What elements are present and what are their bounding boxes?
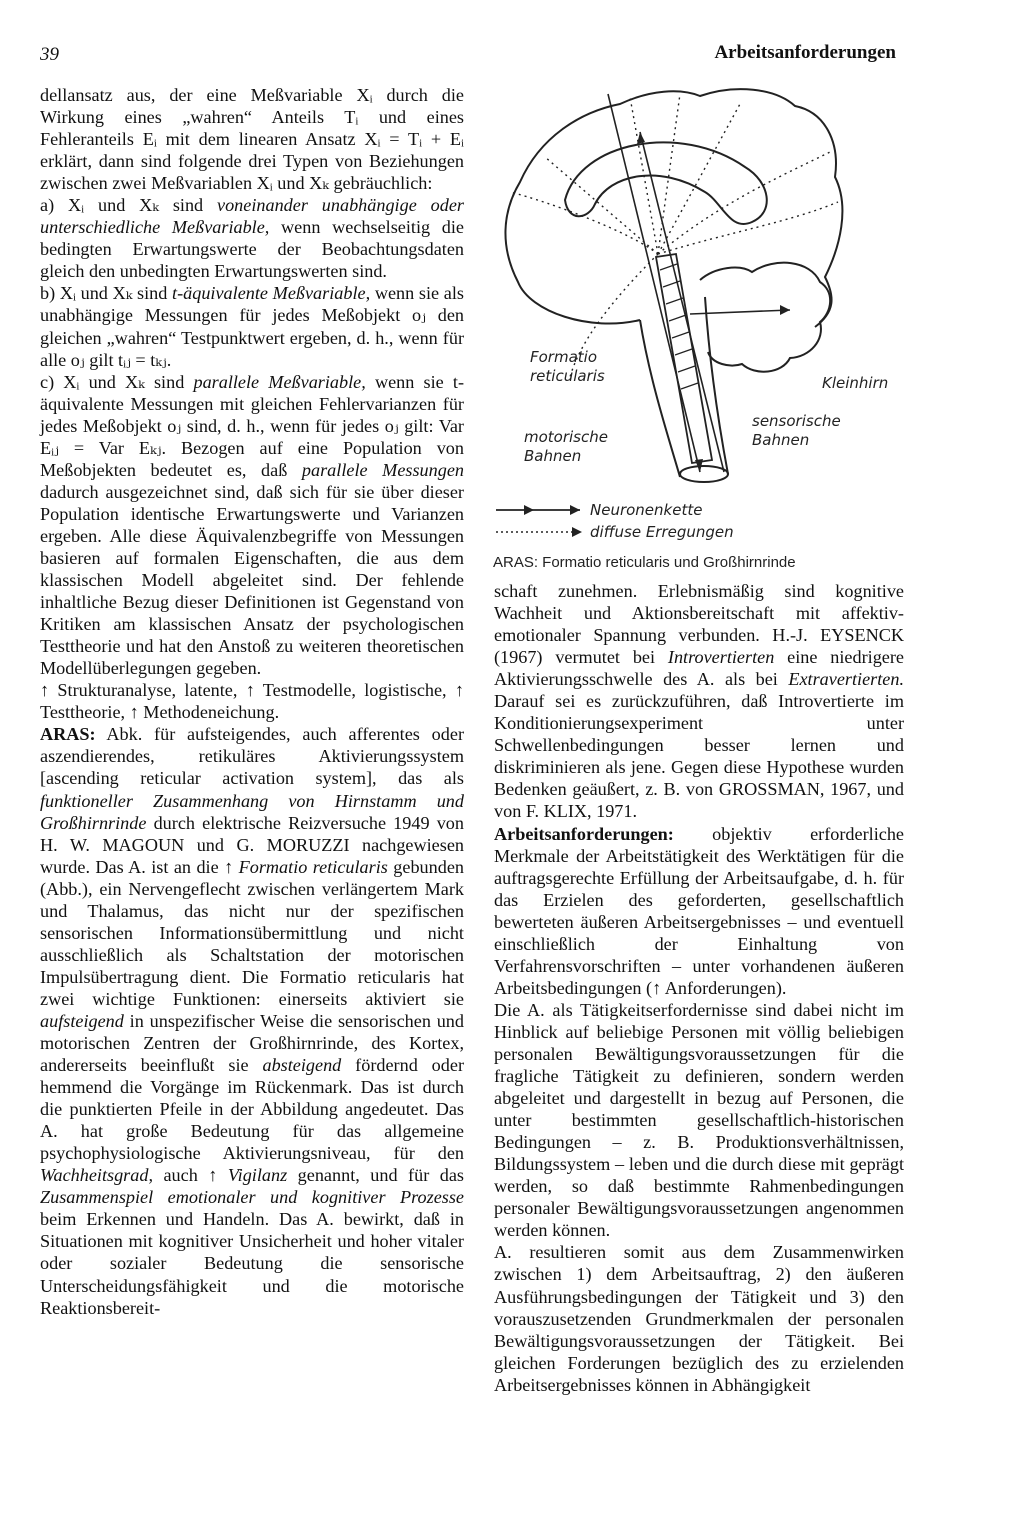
emphasis: Zusammenspiel emotionaler und kognitiver Prozesse: [40, 1187, 464, 1208]
emphasis: Wachheitsgrad,: [40, 1165, 153, 1186]
right-column: [494, 580, 904, 1396]
paragraph-eysenck: [494, 580, 904, 823]
emphasis: voneinander unabhängige oder unterschiedliche Meßvariable,: [40, 195, 464, 238]
label-kleinhirn: Kleinhirn: [822, 374, 889, 392]
emphasis: parallele Meßvariable,: [193, 371, 366, 392]
label-motorische-bahnen: motorische Bahnen: [524, 428, 608, 465]
aras-figure: [490, 82, 910, 572]
text: beim Erkennen und Handeln. Das A. bewirkt, daß in Situationen mit kognitiver Unsicherheit und hoher vitaler oder sozialer Bedeutung die sensorische Unterscheidungsfähigkeit und die motorische Reaktionsbereit-: [40, 1209, 464, 1318]
text: c) Xᵢ und Xₖ sind: [40, 371, 194, 392]
text: in unspezifischer Weise die sensorischen und motorischen Zentren der Großhirnrinde, des Kortex, andererseits beeinflußt sie: [40, 1010, 464, 1076]
brainstem-end: [680, 466, 728, 482]
text: dadurch ausgezeichnet sind, daß sich für sie über dieser Population identische Erwartungswerte und Varianzen ergeben. Alle diese Äquivalenzbegriffe von Messungen basieren auf formalen Eigenschaften, die aus dem klassischen Modell abgeleitet sind. Der fehlende inhaltliche Bezug dieser Definitionen ist Gegenstand von Kritiken am klassischen Ansatz der psychologischen Testtheorie und hat den Anstoß zu weiteren theoretischen Modellüberlegungen gegeben.: [40, 481, 464, 679]
cerebellum-outline: [700, 263, 830, 372]
inner-arch: [565, 142, 767, 224]
entry-headword: Arbeitsanforderungen:: [494, 823, 674, 844]
text: Darauf sei es zurückzuführen, daß Introvertierte im Konditionierungsexperiment unter Schwellenbedingungen besser lernen und diskriminieren als jene. Gegen diese Hypothese wurden Bedenken geäußert, z. B. von GROSSMAN, 1967, und von F. KLIX, 1971.: [494, 691, 904, 822]
paragraph-resultieren: A. resultieren somit aus dem Zusammenwirken zwischen 1) dem Arbeitsauftrag, 2) den äußeren Ausführungsbedingungen der Tätigkeit und 3) den vorauszusetzenden Grundmerkmalen der personalen Bewältigungsvoraussetzungen der Tätigkeit. Bei gleichen Forderungen bezüglich des zu erzielenden Arbeitsergebnisses können in Abhängigkeit: [494, 1242, 904, 1395]
text: auch ↑: [153, 1165, 228, 1186]
label-formatio: Formatio reticularis: [530, 348, 605, 385]
emphasis: funktioneller Zusammenhang von Hirnstamm und Großhirnrinde: [40, 790, 464, 833]
neuron-chain-motor: [608, 94, 700, 472]
text: b) Xᵢ und Xₖ sind: [40, 283, 173, 304]
text: schaft zunehmen. Erlebnismäßig sind kognitive Wachheit und Aktionsbereitschaft mit affektiv-emotionaler Spannung verbunden. H.-J. EYSENCK (1967) vermutet bei: [494, 581, 904, 668]
emphasis: t-äquivalente Meßvariable,: [172, 283, 371, 304]
text: wenn sie t-äquivalente Messungen mit gleichen Fehlervarianzen für jedes Meßobjekt oⱼ sind, d. h., wenn für jedes oⱼ gilt: Var Eᵢⱼ = Var Eₖⱼ. Bezogen auf eine Population von Meßobjekten bedeutet es, daß: [40, 371, 464, 480]
entry-arbeitsanforderungen: [494, 823, 904, 999]
paragraph-taetigkeit: Die A. als Tätigkeitserfordernisse sind dabei nicht im Hinblick auf beliebige Personen mit völlig beliebigen personalen Bewältigungsvoraussetzungen für die fragliche Tätigkeit zu definieren, sondern werden abgeleitet und dargestellt in bezug auf Personen, die unter bestimmten gesellschaftlich-historischen Bedingungen – z. B. Produktionsverhältnissen, Bildungssystem – leben und die durch diese mit geprägt werden, so daß bestimmte Rahmenbedingungen personaler Bewältigungsvoraussetzungen angenommen werden können.: [494, 999, 904, 1241]
text: wenn wechselseitig die bedingten Erwartungswerte der Beobachtungsdaten gleich den unbedingten Erwartungswerten sind.: [40, 217, 464, 282]
emphasis: aufsteigend: [40, 1010, 124, 1031]
figure-caption: ARAS: Formatio reticularis und Großhirnrinde: [493, 554, 796, 571]
legend-diffuse: diffuse Erregungen: [590, 523, 734, 541]
legend-neuronenkette: Neuronenkette: [590, 501, 703, 519]
emphasis: Extravertierten.: [788, 669, 904, 690]
entry-aras: [40, 723, 464, 1318]
text: fördernd oder hemmend die Vorgänge im Rückenmark. Das ist durch die punktierten Pfeile in der Abbildung angedeutet. Das A. hat große Bedeutung für das allgemeine psychophysiologische Aktivierungsniveau, für den: [40, 1055, 464, 1164]
running-head: Arbeitsanforderungen: [714, 42, 896, 63]
paragraph-type-a: [40, 194, 464, 282]
brain-diagram: [490, 82, 910, 552]
legend-symbols: [494, 500, 584, 544]
text: gebunden (Abb.), ein Nervengeflecht zwischen verlängertem Mark und Thalamus, das nicht nur der spezifischen sensorischen Informationsübermittlung und nicht ausschließlich als Schaltstation der motorischen Impulsübertragung dient. Die Formatio reticularis hat zwei wichtige Funktionen: einerseits aktiviert sie: [40, 856, 465, 1009]
paragraph-type-c: [40, 371, 464, 680]
paragraph-model: dellansatz aus, der eine Meßvariable Xᵢ durch die Wirkung eines „wahren“ Anteils Tᵢ und eines Fehleranteils Eᵢ mit dem linearen Ansatz Xᵢ = Tᵢ + Eᵢ erklärt, dann sind folgende drei Typen von Beziehungen zwischen zwei Meßvariablen Xᵢ und Xₖ gebräuchlich:: [40, 85, 464, 194]
text: objektiv erforderliche Merkmale der Arbeitstätigkeit des Werktätigen für die auftragsgerechte Erfüllung der Arbeitsaufgabe, d. h. für das Erzielen des geforderten, gesellschaftlich bewerteten äußeren Arbeitsergebnisses – und eventuell einschließlich der Einhaltung von Verfahrensvorschriften – unter vorhandenen äußeren Arbeitsbedingungen (↑ Anforderungen).: [494, 823, 904, 998]
emphasis: Introvertierten: [667, 647, 775, 668]
text: a) Xᵢ und Xₖ sind: [40, 195, 218, 216]
text: genannt, und für das: [287, 1165, 464, 1186]
emphasis: absteigend: [262, 1055, 342, 1076]
text: wenn sie als unabhängige Messungen für jedes Meßobjekt oⱼ den gleichen „wahren“ Testpunktwert ergeben, d. h., wenn für alle oⱼ gilt tᵢⱼ = tₖⱼ.: [40, 283, 464, 370]
neuron-chain-sensory: [640, 132, 724, 472]
page-number: 39: [40, 44, 59, 65]
text: eine niedrigere Aktivierungsschwelle des A. als bei: [494, 647, 904, 690]
emphasis: Vigilanz: [227, 1165, 288, 1186]
left-column: [40, 84, 464, 1319]
entry-headword: ARAS:: [40, 724, 96, 745]
emphasis: Formatio reticularis: [238, 856, 388, 877]
cross-references: ↑ Strukturanalyse, latente, ↑ Testmodelle, logistische, ↑ Testtheorie, ↑ Methodeneichung.: [40, 680, 464, 723]
text: durch elektrische Reizversuche 1949 von H. W. MAGOUN und G. MORUZZI nachgewiesen wurde. Das A. ist an die ↑: [40, 812, 464, 877]
text: Abk. für aufsteigendes, auch afferentes oder aszendierendes, retikuläres Aktivierungssystem [ascending reticular activation system], das als: [40, 724, 464, 789]
paragraph-type-b: [40, 282, 464, 370]
formatio-column: [656, 254, 712, 463]
label-sensorische-bahnen: sensorische Bahnen: [752, 412, 841, 449]
emphasis: parallele Messungen: [301, 459, 464, 480]
